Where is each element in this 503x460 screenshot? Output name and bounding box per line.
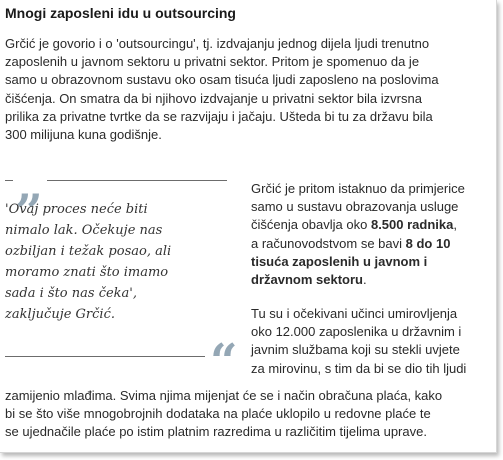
text-line: samo u obrazovnom sustavu oko osam tisuća ljudi zaposleno na poslovima	[5, 72, 439, 88]
text-line: se ujednačile plaće po istim platnim razredima u različitim tijelima uprave.	[5, 424, 427, 440]
open-quote-mark-icon: „	[13, 161, 47, 209]
quote-line: zaključuje Grčić.	[5, 307, 115, 322]
text-line	[251, 216, 465, 234]
text-line: 300 milijuna kuna godišnje.	[5, 127, 162, 143]
text-line: Tu su i očekivani učinci umirovljenja	[251, 306, 458, 321]
closing-paragraph	[5, 387, 442, 442]
quote-line: moramo znati što imamo	[5, 265, 169, 280]
text-span: .	[362, 272, 367, 288]
intro-paragraph	[5, 35, 439, 144]
text-line	[251, 253, 465, 271]
text-line	[251, 271, 465, 289]
quote-line: ozbiljan i težak posao, ali	[5, 244, 172, 259]
text-line: samo u sustavu obrazovanja usluge	[251, 199, 459, 215]
quote-line: sada i što nas čeka',	[5, 286, 138, 301]
text-line: Grčić je govorio i o 'outsourcingu', tj. izdvajanju jednog dijela ljudi trenutno	[5, 36, 430, 51]
retirement-paragraph	[251, 305, 466, 378]
text-span: ,	[453, 217, 457, 233]
text-span: a računovodstvom se bavi	[251, 235, 406, 251]
text-line: bi se što više mnogobrojnih dodataka na plaće uklopilo u redovne plaće te	[5, 406, 431, 422]
text-line: zamijenio mlađima. Svima njima mijenjat će se i način obračuna plaća, kako	[5, 388, 443, 403]
text-line	[251, 235, 465, 253]
text-line: Grčić je pritom istaknuo da primjerice	[251, 181, 465, 196]
highlight-range: 8 do 10	[405, 235, 451, 251]
text-span: čišćenja obavlja oko	[251, 217, 371, 233]
text-line: zaposlenih u javnom sektoru u privatni sektor. Pritom je spomenuo da je	[5, 54, 420, 70]
quote-line: 'Ovaj proces neće biti	[5, 202, 148, 217]
quote-line: nimalo lak. Očekuje nas	[5, 223, 163, 238]
close-quote-mark-icon: “	[210, 334, 238, 390]
text-line: prilika za privatne tvrtke da se razvijaju i jačaju. Ušteda bi tu za državu bila	[5, 108, 433, 124]
section-heading: Mnogi zaposleni idu u outsourcing	[5, 5, 236, 21]
quote-bottom-rule	[5, 356, 205, 357]
quote-text	[5, 199, 171, 325]
text-line: za mirovinu, s tim da bi se dio tih ljudi	[251, 360, 467, 376]
highlight-workers: 8.500 radnika	[370, 217, 454, 233]
pull-quote	[5, 157, 238, 390]
text-line: javnim službama koji su stekli uvjete	[251, 342, 460, 358]
highlight-public-sector: tisuća zaposlenih u javnom i	[251, 253, 428, 269]
text-line: oko 12.000 zaposlenika u državnim i	[251, 324, 462, 340]
staff-paragraph	[251, 180, 465, 289]
text-line: čišćenja. On smatra da bi njihovo izdvajanje u privatni sektor bila izvrsna	[5, 90, 422, 106]
highlight-state-sector: državnom sektoru	[251, 272, 363, 288]
